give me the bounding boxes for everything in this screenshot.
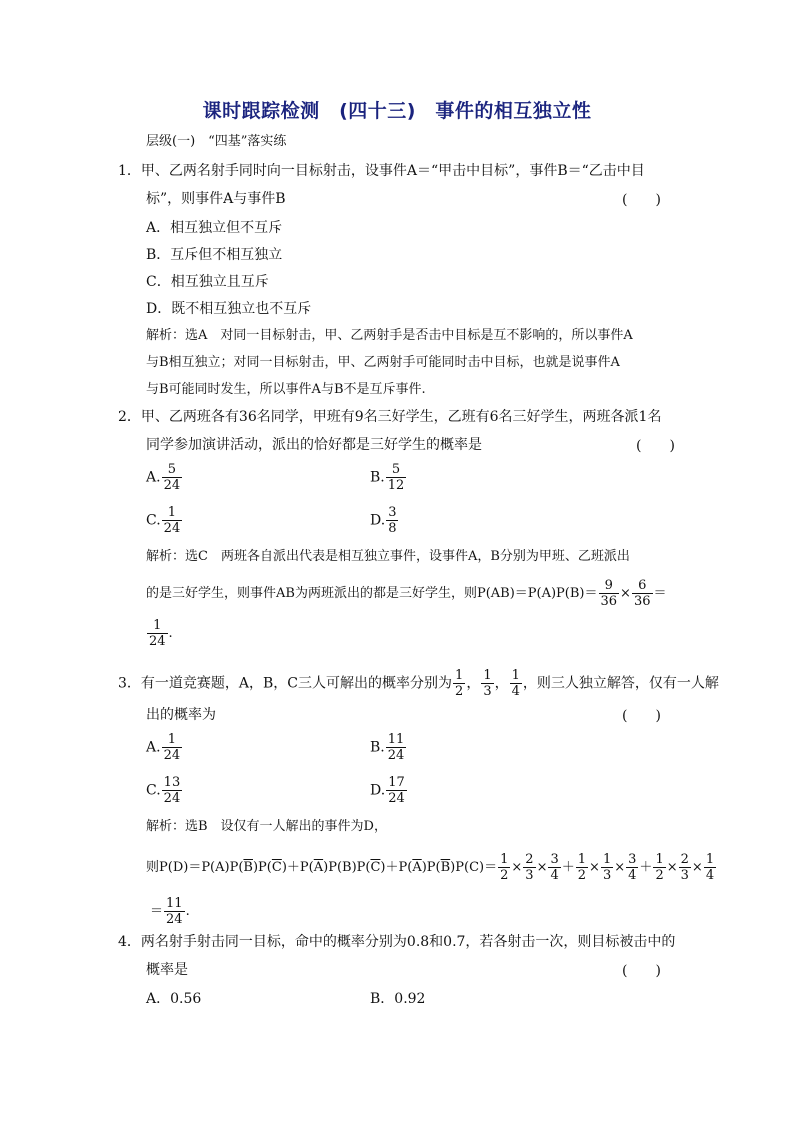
q4-option-a: A．0.56 — [146, 991, 202, 1007]
q2-option-b-fraction: $\frac{5}{12}$ — [387, 462, 405, 493]
q1-option-a: A．相互独立但不互斥 — [146, 220, 283, 236]
q2-solution-line1: 解析：选C 两班各自派出代表是相互独立事件，设事件A，B分别为甲班、乙班派出 — [146, 549, 630, 564]
q3-option-a: A. $\frac{1}{24}$ — [146, 732, 181, 763]
q3-option-c-fraction: $\frac{13}{24}$ — [163, 775, 181, 806]
q2-option-b-label: B. — [370, 469, 385, 486]
q3-solution-line1: 解析：选B 设仅有一人解出的事件为D， — [146, 819, 387, 834]
q1-solution-line2: 与B相互独立；对同一目标射击，甲、乙两射手可能同时击中目标，也就是说事件A — [146, 355, 620, 370]
q1-option-d: D．既不相互独立也不互斥 — [146, 301, 312, 317]
q3-complement-a: $\overline{A}$ — [313, 860, 324, 875]
q2-option-a — [146, 462, 183, 493]
q3-option-b-fraction: $\frac{11}{24}$ — [387, 732, 405, 763]
q2-option-c — [146, 505, 183, 536]
section-heading: 层级(一) “四基”落实练 — [146, 134, 287, 149]
q3-option-c: C. $\frac{13}{24}$ — [146, 775, 181, 806]
q3-complement-b: $\overline{B}$ — [243, 860, 253, 875]
q3-option-a-fraction: $\frac{1}{24}$ — [163, 732, 181, 763]
q2-option-a-fraction: $\frac{5}{24}$ — [163, 462, 181, 493]
q2-option-a-label: A. — [146, 469, 161, 486]
q2-option-c-fraction: $\frac{1}{24}$ — [163, 505, 181, 536]
q2-option-d — [370, 505, 399, 536]
q3-frac-b: $\frac{1}{3}$ — [483, 668, 492, 699]
q3-option-d: D. $\frac{17}{24}$ — [370, 775, 405, 806]
q3-stem-line1: 3．有一道竞赛题，A，B，C三人可解出的概率分别为 $\frac{1}{2}$ ， $\frac{1}{3}$ ， $\frac{1}{4}$ ，则三人独立解答，仅有一人解 — [118, 668, 719, 699]
q3-stem-line2: 出的概率为 — [146, 707, 216, 723]
q2-option-b — [370, 462, 407, 493]
q3-solution-result-fraction: $\frac{11}{24}$ — [166, 896, 183, 927]
q2-option-c-label: C. — [146, 512, 161, 529]
q1-stem-line2: 标”，则事件A与事件B — [146, 191, 286, 207]
q2-solution-fraction-1: $\frac{9}{36}$ — [600, 578, 618, 609]
page-title: 课时跟踪检测 (四十三) 事件的相互独立性 — [202, 100, 592, 122]
q1-answer-blank: ( ) — [622, 192, 661, 208]
q2-option-d-label: D. — [370, 512, 386, 529]
q3-solution-line2: 则$P(D)=P(A)P(\overline{B})P(\overline{C})+P(\overline{A})P(B)P(\overline{C})+P(\overline{A})P(\overline{B})P(C)=$ $\frac{1}{2}$ × $\frac{2}{3}$ × $\frac{3}{4}$ ＋ $\frac{1}{2}$ × $\frac{1}{3}$ × $\frac{3}{4}$ ＋ $\frac{1}{2}$ × $\frac{2}{3}$ × $\frac{1}{4}$ — [146, 852, 715, 883]
q3-option-b: B. $\frac{11}{24}$ — [370, 732, 405, 763]
q3-answer-blank: ( ) — [622, 708, 661, 724]
q3-frac-c: $\frac{1}{4}$ — [511, 668, 520, 699]
q2-option-d-fraction: $\frac{3}{8}$ — [388, 505, 397, 536]
q2-solution-line3: $\frac{1}{24}$ . — [149, 618, 173, 649]
q3-option-d-fraction: $\frac{17}{24}$ — [388, 775, 405, 806]
q4-answer-blank: ( ) — [622, 963, 661, 979]
q3-solution-line3: ＝ $\frac{11}{24}$ . — [150, 896, 190, 927]
q1-stem-line1: 1．甲、乙两名射手同时向一目标射击，设事件A＝“甲击中目标”，事件B＝“乙击中目 — [118, 163, 645, 179]
q2-stem-line2: 同学参加演讲活动，派出的恰好都是三好学生的概率是 — [146, 437, 482, 453]
q2-answer-blank: ( ) — [636, 438, 675, 454]
q1-option-c: C．相互独立且互斥 — [146, 274, 269, 290]
q2-solution-line2: 的是三好学生，则事件AB为两班派出的都是三好学生，则P(AB)＝P(A)P(B)＝ $\frac{9}{36}$ × $\frac{6}{36}$ ＝ — [146, 578, 667, 609]
q4-option-b: B．0.92 — [370, 991, 426, 1007]
q2-solution-fraction-2: $\frac{6}{36}$ — [633, 578, 651, 609]
q1-solution-line1: 解析：选A 对同一目标射击，甲、乙两射手是否击中目标是互不影响的，所以事件A — [146, 328, 633, 343]
q1-solution-line3: 与B可能同时发生，所以事件A与B不是互斥事件. — [146, 382, 426, 397]
q4-stem-line1: 4．两名射手射击同一目标，命中的概率分别为0.8和0.7，若各射击一次，则目标被击中的 — [118, 934, 676, 950]
q2-solution-result-fraction: $\frac{1}{24}$ — [149, 618, 166, 649]
q3-frac-a: $\frac{1}{2}$ — [455, 668, 464, 699]
q4-stem-line2: 概率是 — [146, 962, 188, 978]
q2-stem-line1: 2．甲、乙两班各有36名同学，甲班有9名三好学生，乙班有6名三好学生，两班各派1名 — [118, 409, 662, 425]
q3-complement-c: $\overline{C}$ — [271, 860, 282, 875]
q1-option-b: B．互斥但不相互独立 — [146, 247, 283, 263]
